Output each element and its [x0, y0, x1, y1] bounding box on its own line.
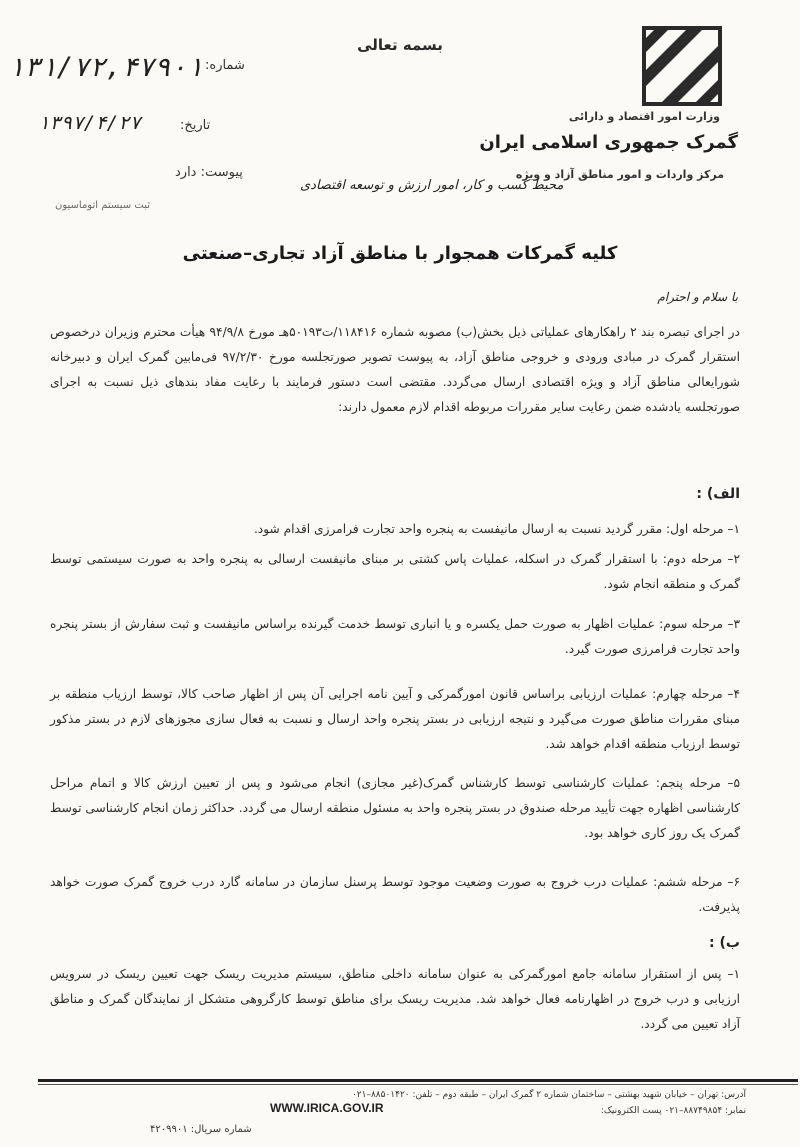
section-b-item-1: ۱– پس از استقرار سامانه جامع امورگمرکی به عنوان سامانه داخلی مناطق، سیستم مدیریت ریسک جهت تعیین ریسک در سرویس ارزیابی و درب خروج در اظهارنامه فعال خواهد شد. مدیریت ریسک برای مناطق توسط کارگروهی متشکل از نمایندگان گمرک و مناطق آزاد تعیین می گردد. — [50, 967, 740, 1031]
ministry-name: وزارت امور اقتصاد و دارائی — [568, 110, 720, 123]
footer-address: آدرس: تهران – خیابان شهید بهشتی – ساختمان شماره ۲ گمرک ایران – طبقه دوم – تلفن: ۸۸۵۰۱۴۲۰–۰۲۱ — [351, 1090, 746, 1100]
footer-serial: شماره سریال: ۴۲۰۹۹۰۱ — [150, 1124, 252, 1135]
number-label: شماره: — [205, 58, 245, 73]
bismillah-heading: بسمه تعالی — [357, 36, 443, 54]
step-1: ۱– مرحله اول: مقرر گردید نسبت به ارسال مانیفست به پنجره واحد تجارت فرامرزی اقدام شود. — [253, 522, 740, 536]
attachment-note: ثبت سیستم اتوماسیون — [55, 200, 151, 211]
section-a-heading: الف) : — [696, 486, 740, 502]
step-2: ۲– مرحله دوم: با استقرار گمرک در اسکله، عملیات پاس کشتی بر مبنای مانیفست ارسالی به پنجره واحد به صورت سیستمی توسط گمرک و منطقه انجام شود. — [50, 552, 740, 591]
attachment-label: پیوست: دارد — [175, 165, 243, 180]
unit-name: مرکز واردات و امور مناطق آزاد و ویژه — [515, 168, 724, 181]
footer-website-link[interactable]: WWW.IRICA.GOV.IR — [270, 1101, 384, 1115]
section-b-heading: ب) : — [709, 935, 740, 951]
letter-number: ۱۳۱/۷۲,۴۷۹۰۱ — [8, 52, 204, 83]
step-5: ۵– مرحله پنجم: عملیات کارشناسی توسط کارشناس گمرک(غیر مجازی) انجام می‌شود و پس از تعیین ارزش کالا و اتمام مراحل کارشناسی اظهاره جهت تأیید مرحله صندوق در بستر پنجره واحد به مسئول منطقه ارسال می گردد. حداکثر زمان انجام کارشناسی توسط گمرک یک روز کاری خواهد بود. — [50, 776, 740, 840]
step-4: ۴– مرحله چهارم: عملیات ارزیابی براساس قانون امورگمرکی و آیین نامه اجرایی آن پس از اظهار صاحب کالا، توسط ارزیاب منطقه بر مبنای مقررات مناطق صورت می‌گیرد و نتیجه ارزیابی در بستر پنجره واحد ارسال و نسبت به فعال سازی مجوزهای لازم در بستر مذکور توسط ارزیاب منطقه اقدام خواهد شد. — [50, 687, 740, 751]
step-3: ۳– مرحله سوم: عملیات اظهار به صورت حمل یکسره و یا انباری توسط خدمت گیرنده براساس مانیفست و ثبت سفارش از بستر پنجره واحد تجارت فرامرزی صورت گیرد. — [50, 617, 740, 656]
step-6: ۶– مرحله ششم: عملیات درب خروج به صورت وضعیت موجود توسط پرسنل سازمان در سامانه گارد درب خروج گمرک صورت خواهد پذیرفت. — [50, 875, 740, 914]
footer-divider — [38, 1079, 798, 1082]
footer-divider-thin — [38, 1084, 798, 1085]
intro-paragraph: در اجرای تبصره بند ۲ راهکارهای عملیاتی ذیل بخش(ب) مصوبه شماره ۱۱۸۴۱۶/ت۵۰۱۹۳هـ مورخ ۹۴/۹/۸ هیأت محترم وزیران درخصوص استقرار گمرک در مبادی ورودی و خروجی مناطق آزاد، به پیوست تصویر صورتجلسه مورخ ۹۷/۲/۳۰ فی‌مابین گمرک ایران و دبیرخانه شورایعالی مناطق آزاد و ویژه اقتصادی ارسال می‌گردد. مقتضی است دستور فرمایند با رعایت مفاد بندهای ذیل نسبت به اجرای صورتجلسه یادشده ضمن رعایت سایر مقررات مربوطه اقدام لازم معمول دارند: — [50, 325, 740, 414]
organization-name: گمرک جمهوری اسلامی ایران — [479, 132, 738, 153]
letter-subject: کلیه گمرکات همجوار با مناطق آزاد تجاری–صنعتی — [182, 243, 618, 264]
letter-date: ۱۳۹۷/۴/۲۷ — [38, 112, 141, 134]
greeting: با سلام و احترام — [657, 290, 738, 304]
footer-contact: نمابر: ۸۸۷۴۹۸۵۴–۰۲۱ پست الکترونیک: — [600, 1106, 746, 1116]
date-label: تاریخ: — [180, 118, 211, 133]
recipient-note: محیط کسب و کار، امور ارزش و توسعه اقتصادی — [300, 178, 564, 193]
